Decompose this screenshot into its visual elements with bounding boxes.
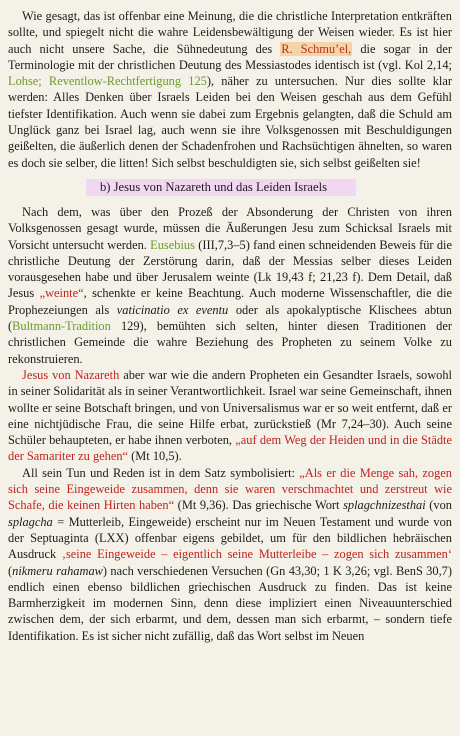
highlighted-quote: „Als er die Menge sah, zogen sich seine Eingeweide zusammen, denn sie waren verschmachtet und zerstreut wie Schafe, die keinen Hirten haben“: [8, 465, 452, 513]
text-run: (Mt 9,36). Das griechische Wort: [174, 498, 344, 513]
text-run: = Mutterleib, Eingeweide) erscheint nur im Neuen Testament und wurde von der Septuaginta (LXX) offenbar eigens gebildet, um für den bildlichen hebräischen Ausdruck: [8, 514, 452, 562]
highlighted-name: Jesus von Nazareth: [22, 367, 120, 382]
paragraph-3: [8, 367, 452, 465]
greek-term: splagcha: [8, 514, 53, 529]
text-run: All sein Tun und Reden ist in dem Satz symbolisiert:: [22, 465, 300, 480]
highlighted-name: R. Schmu’el,: [281, 41, 352, 56]
text-run: Nach dem, was über den Prozeß der Absonderung der Christen von ihren Volksgenossen gesagt wurde, müssen die Äußerungen Jesu zum Schicksal Israels mit Vorsicht untersucht werden.: [8, 204, 452, 252]
section-heading-wrap: [8, 179, 452, 196]
paragraph-4: [8, 465, 452, 644]
greek-term: splagchnizesthai: [343, 498, 426, 513]
highlighted-quote: ‚seine Eingeweide – eigentlich seine Mutterleibe – zogen sich zusammen‘: [61, 547, 452, 562]
text-run: (Mt 10,5).: [128, 449, 182, 464]
section-heading: b) Jesus von Nazareth und das Leiden Israels: [86, 179, 356, 196]
paragraph-1: [8, 8, 452, 171]
text-run: oder als apokalyptische Klischees abtun (: [8, 302, 452, 334]
highlighted-quote: „auf dem Weg der Heiden und in die Städte der Samariter zu gehen“: [8, 433, 453, 464]
citation: Lohse; Reventlow-Rechtfertigung 125: [8, 74, 207, 89]
text-run: (von: [425, 498, 452, 513]
citation: Bultmann-Tradition: [12, 319, 111, 334]
paragraph-2: [8, 204, 452, 367]
text-run: ) nach verschiedenen Versuchen (Gn 43,30; 1 K 3,26; vgl. BenS 30,7) endlich einen ebenso bildlichen griechischen Ausdruck zu finden. Das ist keine Barmherzigkeit im modernen Sinn, denn diese impliziert einen Niveauunterschied zwischen dem, der sich erbarmt, und dem, dessen man sich erbarmt, – sondern tiefe Identifikation. Es ist sicher nicht zufällig, daß das Wort selbst im Neuen: [8, 563, 452, 643]
text-run: aber war wie die andern Propheten ein Gesandter Israels, sowohl in seiner Solidarität als in seiner Verantwortlichkeit. Israel war seine Gemeinschaft, ihnen wollte er seine Botschaft bringen, und von Universalismus war er so weit entfernt, daß er eine nichtjüdische Frau, die seine Hilfe erbat, zurückstieß (Mr 7,24–30). Auch seine Schüler behaupteten, er habe ihnen verboten,: [8, 367, 453, 448]
text-run: (III,7,3–5) fand einen schneidenden Beweis für die christliche Deutung der Zerstörung darin, daß der Messias selber dieses Leiden vorausgesehen habe und über Jerusalem weinte (Lk 19,43 f; 21,23 f). Dem Detail, daß Jesus: [8, 237, 453, 301]
hebrew-term: nikmeru rahamaw: [12, 563, 103, 578]
latin-term: vaticinatio ex eventu: [116, 302, 229, 317]
highlighted-quote: „weinte“: [39, 286, 84, 301]
text-run: Wie gesagt, das ist offenbar eine Meinung, die die christliche Interpretation entkräften sollte, und spiegelt nicht die wahre Leidensbewältigung der Weisen wieder. Es ist hier auch nicht unsere Sache, die Sühnedeutung des: [8, 9, 452, 56]
text-run: die sogar in der Terminologie mit der christlichen Deutung des Messiastodes identisch ist (vgl. Kol 2,14;: [8, 41, 453, 72]
text-run: 129), bemühten sich selten, hinter diesen Traditionen der christlichen Gemeinde die wahre Beziehung des Propheten zu seinem Volke zu rekonstruieren.: [8, 319, 452, 366]
citation: Eusebius: [150, 237, 195, 252]
text-run: (: [8, 563, 13, 578]
text-run: , schenkte er keine Beachtung. Auch moderne Wissenschaftler, die die Prophezeiungen als: [8, 286, 453, 317]
text-run: ), näher zu untersuchen. Nur dies sollte klar werden: Alles Denken über Israels Leiden bei den Weisen geschah aus dem Gefühl tiefster Identifikation. Auch wenn sie dabei zum Ergebnis gelangten, daß die Schuld am Unglück ganz bei Israel lag, auch wenn sie ihre Volksgenossen mit Beschuldigungen geißelten, die äußerlich denen der Schadenfrohen und Rachsüchtigen ähnelten, so waren es doch sie selber, die litten! Sich selbst beschuldigten sie, sich selbst geißelten sie!: [8, 74, 452, 170]
